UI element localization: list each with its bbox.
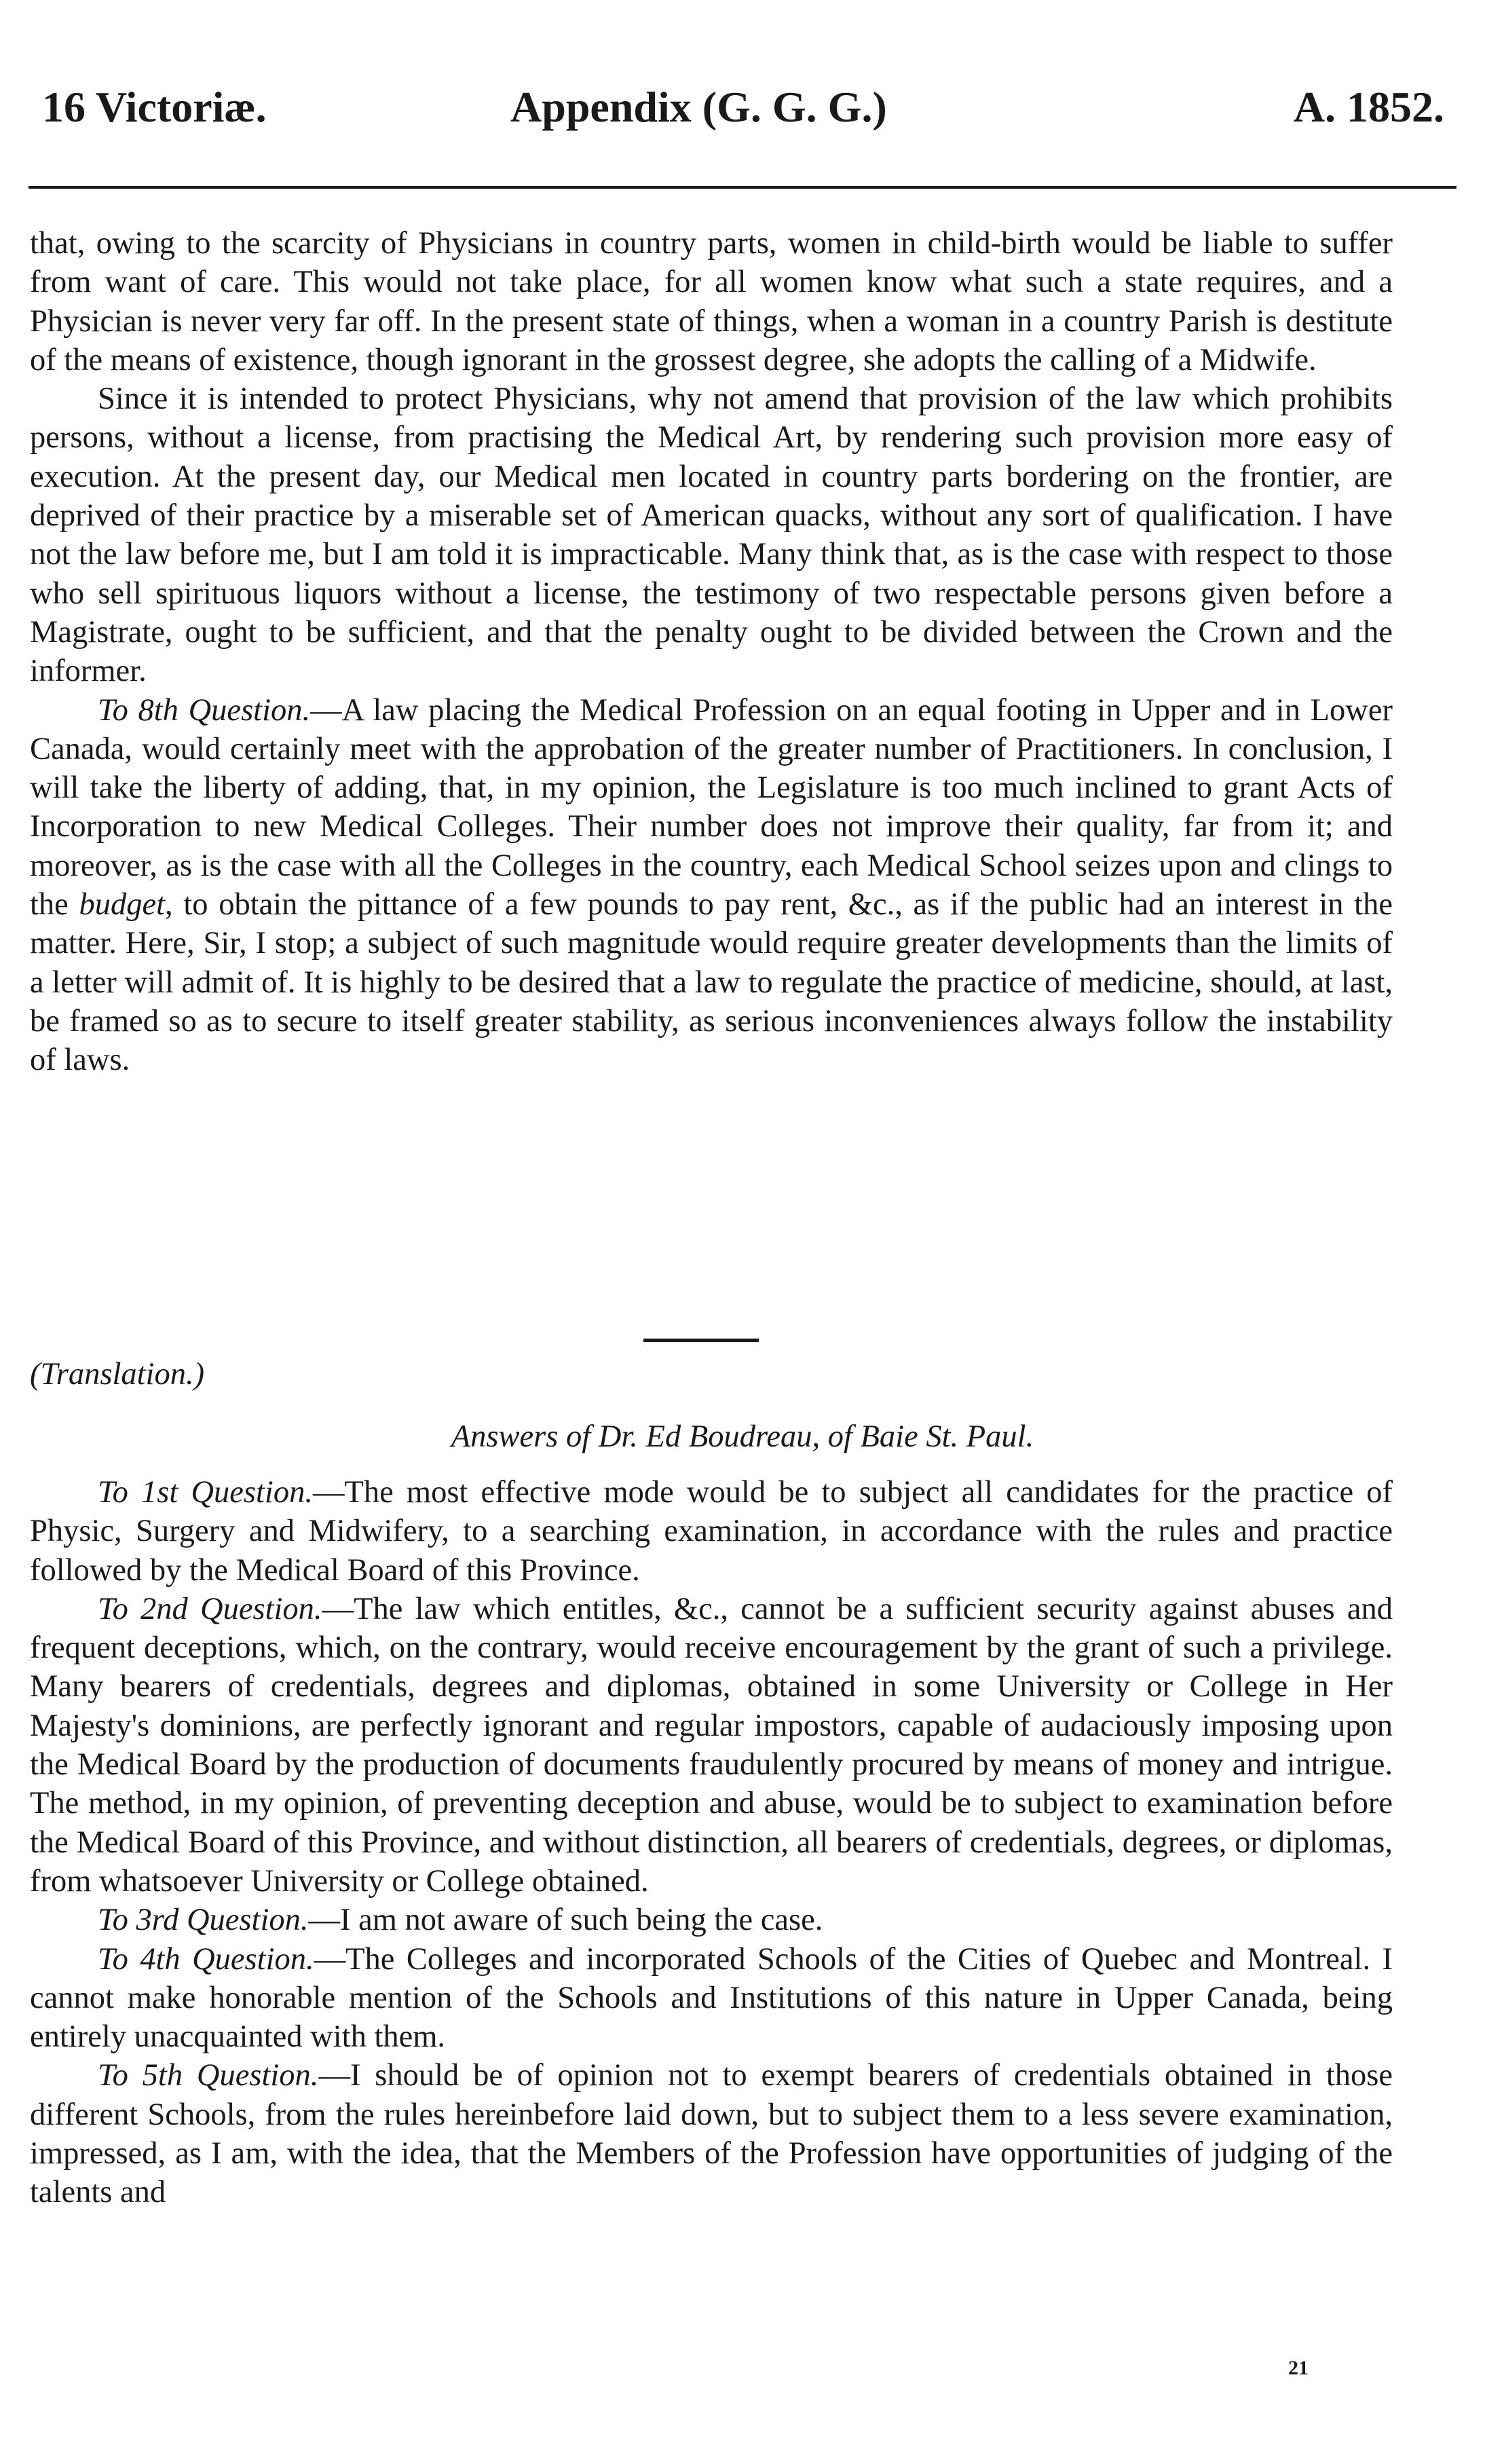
translation-label: (Translation.) bbox=[30, 1357, 205, 1392]
answer-text: —I am not aware of such being the case. bbox=[308, 1903, 823, 1938]
header-appendix: Appendix (G. G. G.) bbox=[510, 83, 887, 131]
header-year: A. 1852. bbox=[1293, 83, 1444, 131]
answers-body bbox=[30, 1473, 1393, 2212]
header-rule bbox=[29, 186, 1456, 189]
paragraph-question-4 bbox=[30, 1940, 1393, 2057]
answer-text: —The law which entitles, &c., cannot be a sufficient security against abuses and frequent deceptions, which, on the contrary, would receive encouragement by the grant of such a privilege. Many bearers of credentials, degrees and diplomas, obtained in some University or College in Her Majesty's dominions, are perfectly ignorant and regular impostors, capable of audaciously imposing upon the Medical Board by the production of documents fraudulently procured by means of money and intrigue. The method, in my opinion, of preventing deception and abuse, would be to subject to examination before the Medical Board of this Province, and without distinction, all bearers of credentials, degrees, or diplomas, from whatsoever University or College obtained. bbox=[30, 1591, 1393, 1899]
paragraph-question-5 bbox=[30, 2056, 1393, 2211]
page-number: 21 bbox=[1288, 2357, 1309, 2379]
paragraph-question-3 bbox=[30, 1901, 1393, 1939]
header-session: 16 Victoriæ. bbox=[42, 83, 267, 131]
answer-text: —The most effective mode would be to subject all candidates for the practice of Physic, Surgery and Midwifery, to a searching examination, in accordance with the rules and practice followed by the Medical Board of this Province. bbox=[30, 1475, 1393, 1588]
question-label: To 8th Question. bbox=[98, 692, 311, 728]
answer-text: —I should be of opinion not to exempt bearers of credentials obtained in those different Schools, from the rules hereinbefore laid down, but to subject them to a less severe examination, impressed, as I am, with the idea, that the Members of the Profession have opportunities of judging of the talents and bbox=[30, 2058, 1393, 2210]
running-header bbox=[42, 80, 1444, 134]
section-divider bbox=[643, 1339, 759, 1342]
question-label: To 2nd Question. bbox=[98, 1591, 322, 1626]
question-label: To 1st Question. bbox=[98, 1475, 313, 1510]
paragraph-question-2 bbox=[30, 1590, 1393, 1901]
answer-text: , to obtain the pittance of a few pounds to pay rent, &c., as if the public had an interest in the matter. Here, Sir, I stop; a subject of such magnitude would require greater developments than the limits of a letter will admit of. It is highly to be desired that a law to regulate the practice of medicine, should, at last, be framed so as to secure to itself greater stability, as serious inconveniences always follow the instability of laws. bbox=[30, 887, 1393, 1078]
answers-heading: Answers of Dr. Ed Boudreau, of Baie St. Paul. bbox=[451, 1419, 1034, 1454]
paragraph-license: Since it is intended to protect Physicians, why not amend that provision of the law which prohibits persons, without a license, from practising the Medical Art, by rendering such provision more easy of execution. At the present day, our Medical men located in country parts bordering on the frontier, are deprived of their practice by a miserable set of American quacks, without any sort of qualification. I have not the law before me, but I am told it is impracticable. Many think that, as is the case with respect to those who sell spirituous liquors without a license, the testimony of two respectable persons given before a Magistrate, ought to be sufficient, and that the penalty ought to be divided between the Crown and the informer. bbox=[30, 381, 1393, 689]
paragraph-midwife: that, owing to the scarcity of Physicians in country parts, women in child-birth would be liable to suffer from want of care. This would not take place, for all women know what such a state requires, and a Physician is never very far off. In the present state of things, when a woman in a country Parish is destitute of the means of existence, though ignorant in the grossest degree, she adopts the calling of a Midwife. bbox=[30, 226, 1393, 377]
question-label: To 3rd Question. bbox=[98, 1903, 309, 1938]
italic-word: budget bbox=[79, 887, 166, 922]
paragraph-question-1 bbox=[30, 1473, 1393, 1590]
question-label: To 5th Question. bbox=[98, 2058, 319, 2093]
question-label: To 4th Question. bbox=[98, 1941, 314, 1977]
letter-continuation bbox=[30, 224, 1393, 1080]
answer-text: —The Colleges and incorporated Schools of the Cities of Quebec and Montreal. I cannot make honorable mention of the Schools and Institutions of this nature in Upper Canada, being entirely unacquainted with them. bbox=[30, 1941, 1393, 2055]
paragraph-question-8 bbox=[30, 691, 1393, 1080]
answer-text: —A law placing the Medical Profession on an equal footing in Upper and in Lower Canada, would certainly meet with the approbation of the greater number of Practitioners. In conclusion, I will take the liberty of adding, that, in my opinion, the Legislature is too much inclined to grant Acts of Incorporation to new Medical Colleges. Their number does not improve their quality, far from it; and moreover, as is the case with all the Colleges in the country, each Medical School seizes upon and clings to the bbox=[30, 692, 1393, 922]
